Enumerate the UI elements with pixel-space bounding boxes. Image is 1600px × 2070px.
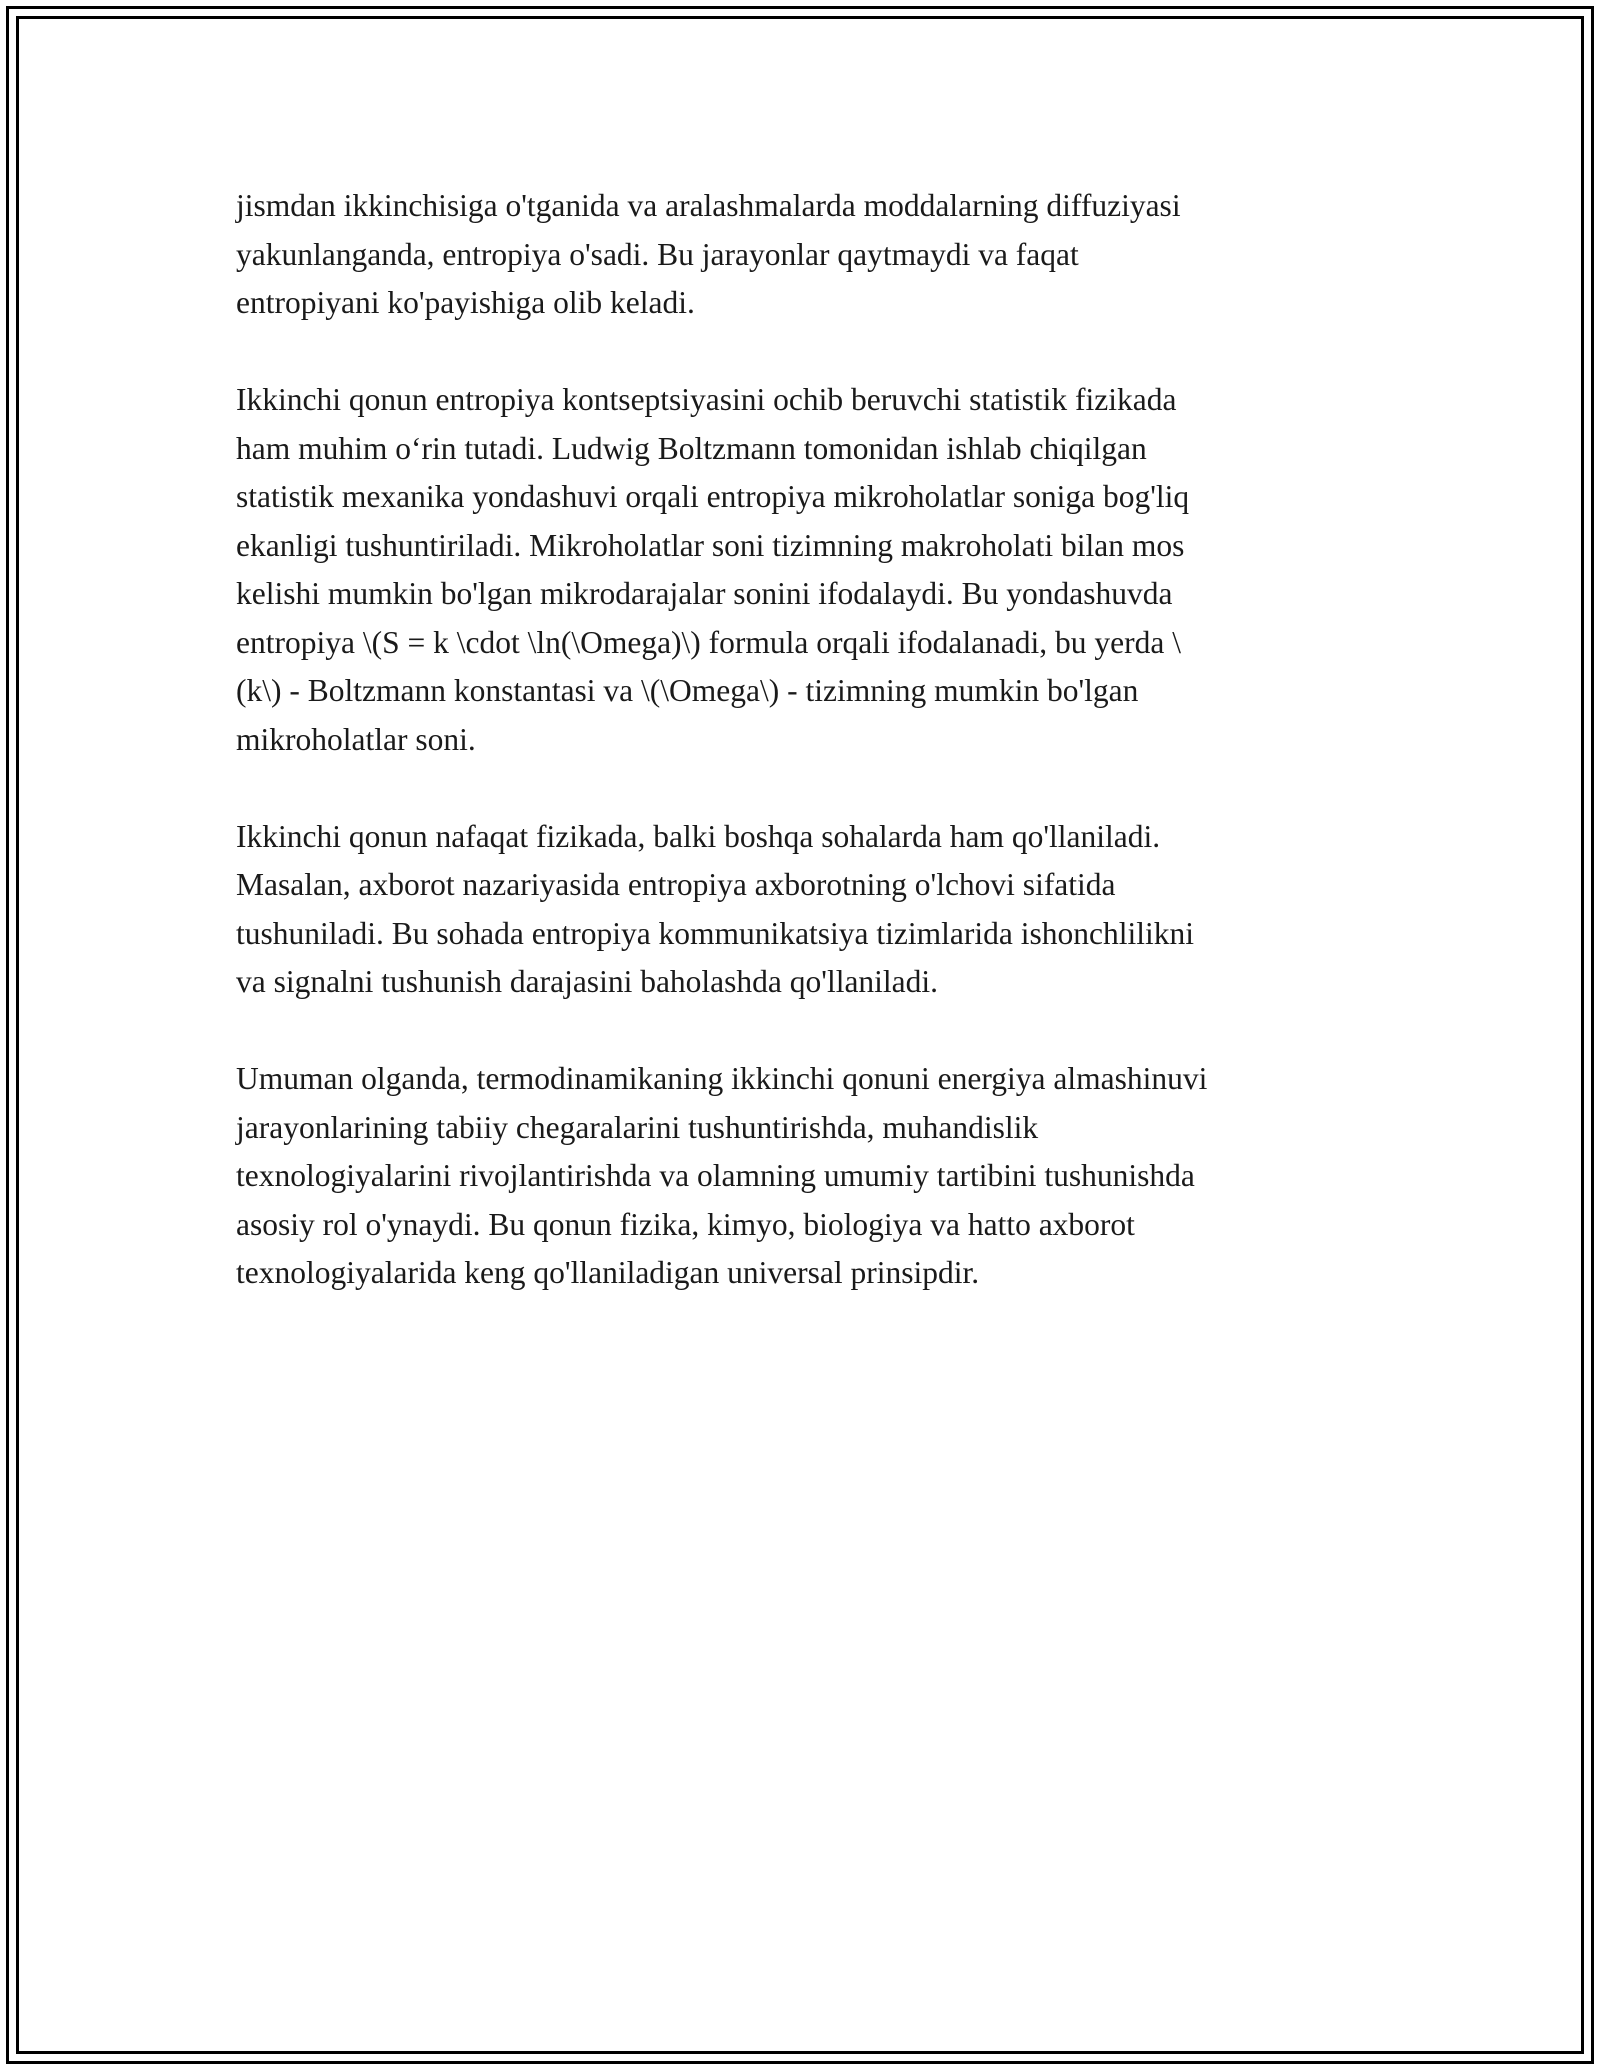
paragraph-diffusion-entropy: jismdan ikkinchisiga o'tganida va aralashmalarda moddalarning diffuziyasi yakunlanganda, entropiya o'sadi. Bu jarayonlar qaytmaydi va faqat entropiyani ko'payishiga olib keladi. (236, 188, 1181, 320)
paragraph-information-theory: Ikkinchi qonun nafaqat fizikada, balki boshqa sohalarda ham qo'llaniladi. Masalan, axborot nazariyasida entropiya axborotning o'lchovi sifatida tushuniladi. Bu sohada entropiya kommunikatsiya tizimlarida ishonchlilikni va signalni tushunish darajasini baholashda qo'llaniladi. (236, 818, 1194, 999)
document-body (236, 182, 1376, 1346)
paragraph-conclusion: Umuman olganda, termodinamikaning ikkinchi qonuni energiya almashinuvi jarayonlarining tabiiy chegaralarini tushuntirishda, muhandislik texnologiyalarini rivojlantirishda va olamning umumiy tartibini tushunishda asosiy rol o'ynaydi. Bu qonun fizika, kimyo, biologiya va hatto axborot texnologiyalarida keng qo'llaniladigan universal prinsipdir. (236, 1061, 1208, 1290)
paragraph-statistical-physics: Ikkinchi qonun entropiya kontseptsiyasini ochib beruvchi statistik fizikada ham muhim oʻrin tutadi. Ludwig Boltzmann tomonidan ishlab chiqilgan statistik mexanika yondashuvi orqali entropiya mikroholatlar soniga bog'liq ekanligi tushuntiriladi. Mikroholatlar soni tizimning makroholati bilan mos kelishi mumkin bo'lgan mikrodarajalar sonini ifodalaydi. Bu yondashuvda entropiya \(S = k \cdot \ln(\Omega)\) formula orqali ifodalanadi, bu yerda \ (k\) - Boltzmann konstantasi va \(\Omega\) - tizimning mumkin bo'lgan mikroholatlar soni. (236, 382, 1190, 757)
